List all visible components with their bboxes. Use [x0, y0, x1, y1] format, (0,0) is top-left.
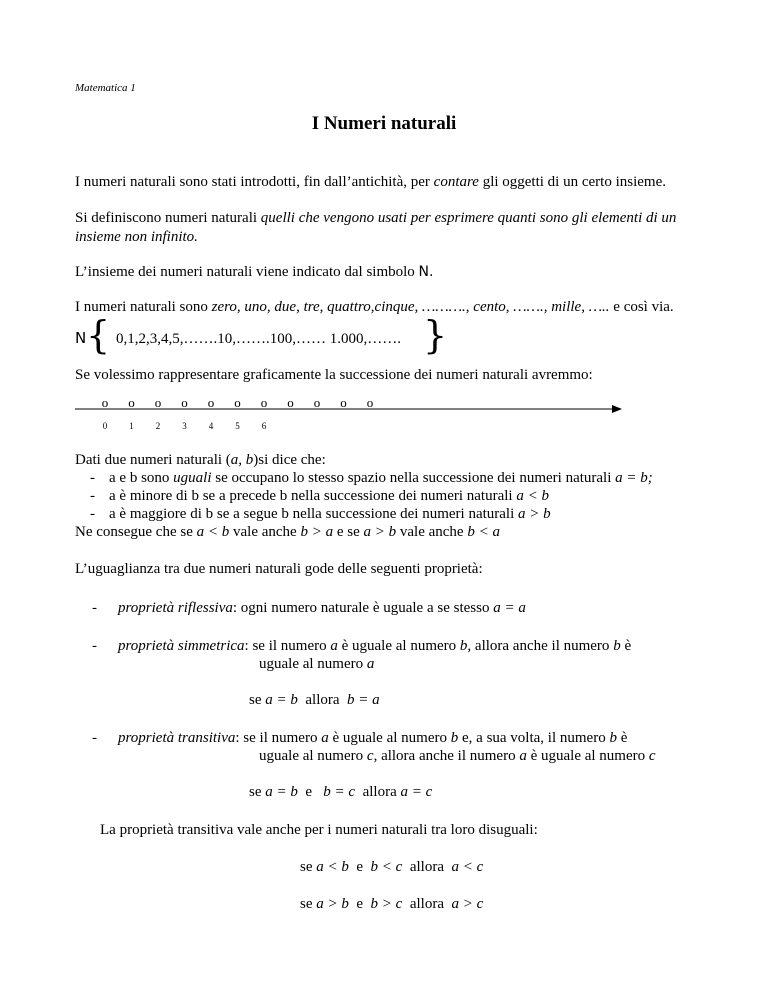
number-line-arrowhead — [612, 405, 622, 413]
property-symmetric-dash: - — [92, 638, 97, 654]
definition-line-2: insieme non infinito. — [75, 229, 198, 245]
transitive-inequality-greater: se a > b e b > c allora a > c — [300, 896, 484, 912]
number-line-label: 0 — [102, 421, 108, 431]
left-brace: { — [86, 313, 111, 357]
order-item-less: - a è minore di b se a precede b nella successione dei numeri naturali a < b — [90, 488, 549, 504]
number-line-label: 3 — [182, 421, 187, 431]
equality-intro: L’uguaglianza tra due numeri naturali gode delle seguenti proprietà: — [75, 561, 483, 577]
number-line-label: 4 — [208, 421, 214, 431]
number-line-label: 2 — [155, 421, 161, 431]
property-transitive-dash: - — [92, 730, 97, 746]
number-line-marker: o — [366, 395, 374, 410]
transitive-inequality-intro: La proprietà transitiva vale anche per i numeri naturali tra loro disuguali: — [100, 822, 538, 838]
order-item-greater: - a è maggiore di b se a segue b nella successione dei numeri naturali a > b — [90, 506, 551, 522]
set-symbol: N — [75, 329, 87, 347]
property-transitive-line-1: proprietà transitiva: se il numero a è uguale al numero b e, a sua volta, il numero b è — [118, 730, 628, 746]
number-line-marker: o — [234, 395, 241, 410]
right-brace: } — [423, 313, 448, 357]
order-intro: Dati due numeri naturali (a, b)si dice che: — [75, 452, 326, 468]
page-header: Matematica 1 — [75, 82, 136, 94]
order-item-equal: - a e b sono uguali se occupano lo stesso spazio nella successione dei numeri naturali a = b; — [90, 470, 653, 486]
property-symmetric-line-2: uguale al numero a — [259, 656, 375, 672]
order-consequence: Ne consegue che se a < b vale anche b > a e se a > b vale anche b < a — [75, 524, 500, 540]
property-reflexive: proprietà riflessiva: ogni numero naturale è uguale a se stesso a = a — [118, 600, 526, 616]
number-line-marker: o — [287, 395, 294, 410]
property-symmetric-formula: se a = b allora b = a — [249, 692, 380, 708]
number-line-marker: o — [101, 395, 109, 410]
number-line-marker: o — [154, 395, 162, 410]
set-content: 0,1,2,3,4,5,…….10,…….100,…… 1.000,……. — [116, 331, 401, 347]
property-reflexive-dash: - — [92, 600, 97, 616]
number-line-marker: o — [207, 395, 215, 410]
property-symmetric-line-1: proprietà simmetrica: se il numero a è uguale al numero b, allora anche il numero b è — [118, 638, 632, 654]
symbol-sentence: L’insieme dei numeri naturali viene indicato dal simbolo N. — [75, 264, 434, 280]
definition-line-1: Si definiscono numeri naturali quelli che vengono usati per esprimere quanti sono gli elementi di un — [75, 210, 677, 226]
number-line-marker: o — [181, 395, 188, 410]
number-line-marker: o — [313, 395, 321, 410]
number-line-label: 6 — [261, 421, 267, 431]
naturals-symbol: N. — [418, 264, 434, 280]
number-line-marker: o — [340, 395, 347, 410]
transitive-inequality-less: se a < b e b < c allora a < c — [300, 859, 484, 875]
number-line-label: 5 — [235, 421, 240, 431]
property-transitive-formula: se a = b e b = c allora a = c — [249, 784, 433, 800]
page-title: I Numeri naturali — [311, 113, 457, 134]
number-line-label: 1 — [129, 421, 134, 431]
number-line-marker: o — [260, 395, 268, 410]
number-line-marker: o — [128, 395, 135, 410]
graph-sentence: Se volessimo rappresentare graficamente la successione dei numeri naturali avremmo: — [75, 367, 593, 383]
intro-paragraph: I numeri naturali sono stati introdotti, fin dall’antichità, per contare gli oggetti di un certo insieme. — [75, 174, 666, 190]
list-sentence: I numeri naturali sono zero, uno, due, tre, quattro,cinque, ………., cento, ……., mille, ….. e così via. — [75, 299, 674, 315]
property-transitive-line-2: uguale al numero c, allora anche il numero a è uguale al numero c — [259, 748, 656, 764]
